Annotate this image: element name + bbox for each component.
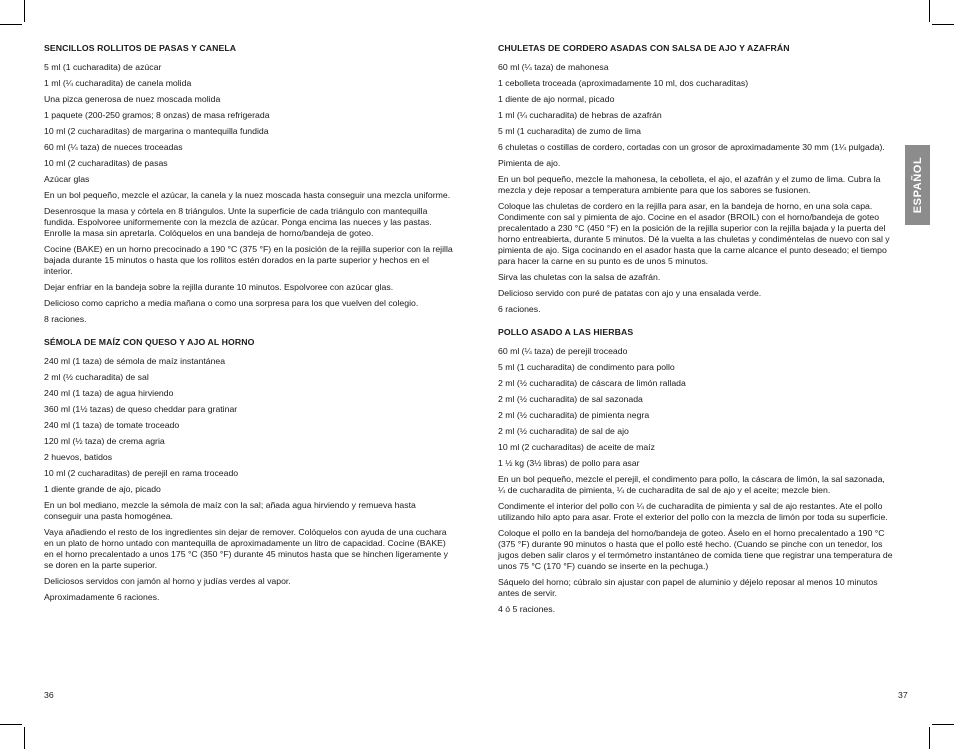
recipe-line: 5 ml (1 cucharadita) de zumo de lima (498, 126, 641, 136)
recipe-line: 6 raciones. (498, 304, 541, 314)
right-page-column (498, 43, 893, 627)
crop-mark (24, 727, 25, 749)
recipe-title: SÉMOLA DE MAÍZ CON QUESO Y AJO AL HORNO (44, 337, 255, 347)
left-page-column (44, 43, 454, 615)
crop-mark (932, 724, 954, 725)
recipe-title: CHULETAS DE CORDERO ASADAS CON SALSA DE AJO Y AZAFRÁN (498, 43, 790, 53)
recipe-line: Cocine (BAKE) en un horno precocinado a 190 °C (375 °F) en la posición de la rejilla superior con la rejilla bajada durante 15 minutos o hasta que los rollitos estén dorados en la parte superior y hechos en el interior. (44, 244, 453, 276)
recipe-line: Pimienta de ajo. (498, 158, 561, 168)
recipe-line: 1 ml (¼ cucharadita) de canela molida (44, 78, 192, 88)
recipe-block (44, 43, 454, 325)
recipe-line: Sáquelo del horno; cúbralo sin ajustar con papel de aluminio y déjelo reposar al menos 10 minutos antes de servir. (498, 577, 878, 598)
recipe-line: 2 ml (½ cucharadita) de sal sazonada (498, 394, 643, 404)
recipe-line: 1 diente de ajo normal, picado (498, 94, 615, 104)
recipe-line: 240 ml (1 taza) de sémola de maíz instantánea (44, 356, 226, 366)
page-number-right: 37 (898, 690, 908, 700)
recipe-line: 2 ml (½ cucharadita) de cáscara de limón rallada (498, 378, 686, 388)
recipe-line: 60 ml (¼ taza) de perejil troceado (498, 346, 628, 356)
recipe-line: En un bol pequeño, mezcle la mahonesa, la cebolleta, el ajo, el azafrán y el zumo de lima. Cubra la mezcla y deje reposar a temperatura ambiente para que los sabores se fusionen. (498, 174, 881, 195)
recipe-line: 8 raciones. (44, 314, 87, 324)
recipe-block (44, 337, 454, 603)
recipe-line: 1 diente grande de ajo, picado (44, 484, 161, 494)
recipe-line: Sirva las chuletas con la salsa de azafrán. (498, 272, 661, 282)
recipe-block (498, 327, 893, 615)
recipe-line: En un bol pequeño, mezcle el azúcar, la canela y la nuez moscada hasta conseguir una mezcla uniforme. (44, 190, 451, 200)
recipe-line: 4 ó 5 raciones. (498, 604, 555, 614)
recipe-line: 2 ml (½ cucharadita) de sal de ajo (498, 426, 629, 436)
recipe-line: Aproximadamente 6 raciones. (44, 592, 160, 602)
crop-mark (24, 0, 25, 22)
recipe-line: 2 ml (½ cucharadita) de pimienta negra (498, 410, 650, 420)
recipe-line: 10 ml (2 cucharaditas) de perejil en rama troceado (44, 468, 239, 478)
recipe-line: 10 ml (2 cucharaditas) de pasas (44, 158, 168, 168)
recipe-line: Delicioso como capricho a media mañana o como una sorpresa para los que vuelven del colegio. (44, 298, 419, 308)
recipe-line: 60 ml (¼ taza) de mahonesa (498, 62, 609, 72)
recipe-line: 240 ml (1 taza) de agua hirviendo (44, 388, 174, 398)
recipe-line: 1 ½ kg (3½ libras) de pollo para asar (498, 458, 640, 468)
recipe-line: 5 ml (1 cucharadita) de condimento para pollo (498, 362, 675, 372)
recipe-line: 360 ml (1½ tazas) de queso cheddar para gratinar (44, 404, 238, 414)
recipe-line: 6 chuletas o costillas de cordero, cortadas con un grosor de aproximadamente 30 mm (1¼ pulgada). (498, 142, 885, 152)
recipe-line: En un bol pequeño, mezcle el perejil, el condimento para pollo, la cáscara de limón, la sal sazonada, ¼ de cucharadita de pimienta, ¼ de cucharadita de sal de ajo y el aceite; mezcle bien. (498, 474, 885, 495)
recipe-block (498, 43, 893, 315)
crop-mark (929, 727, 930, 749)
language-tab (905, 145, 930, 225)
recipe-line: Dejar enfriar en la bandeja sobre la rejilla durante 10 minutos. Espolvoree con azúcar glas. (44, 282, 394, 292)
recipe-line: Condimente el interior del pollo con ¼ de cucharadita de pimienta y sal de ajo restantes. Ate el pollo utilizando hilo apto para asar. Frote el exterior del pollo con la mezcla de limón por toda su superficie. (498, 501, 888, 522)
recipe-line: Vaya añadiendo el resto de los ingredientes sin dejar de remover. Colóquelos con ayuda de una cuchara en un plato de horno untado con mantequilla de aproximadamente un litro de capacidad. Cocine (BAKE) en el horno precalentado a unos 175 °C (350 °F) durante 45 minutos hasta que se hinchen ligeramente y se doren en la parte superior. (44, 527, 448, 570)
recipe-line: 5 ml (1 cucharadita) de azúcar (44, 62, 162, 72)
recipe-line: 10 ml (2 cucharaditas) de aceite de maíz (498, 442, 655, 452)
crop-mark (0, 724, 22, 725)
recipe-line: 10 ml (2 cucharaditas) de margarina o mantequilla fundida (44, 126, 269, 136)
recipe-line: 1 cebolleta troceada (aproximadamente 10 ml, dos cucharaditas) (498, 78, 749, 88)
crop-mark (929, 0, 930, 22)
recipe-line: Coloque el pollo en la bandeja del horno/bandeja de goteo. Áselo en el horno precalentado a 190 °C (375 °F) durante 90 minutos o hasta que el pollo esté hecho. (Cuando se pinche con un tenedor, los jugos deben salir claros y el termómetro instantáneo de comida tiene que registrar una temperatura de unos 75 °C (170 °F) cuando se inserte en la pechuga.) (498, 528, 893, 571)
recipe-line: 1 ml (¼ cucharadita) de hebras de azafrán (498, 110, 662, 120)
recipe-line: En un bol mediano, mezcle la sémola de maíz con la sal; añada agua hirviendo y remueva hasta conseguir una pasta homogénea. (44, 500, 416, 521)
recipe-line: 2 ml (½ cucharadita) de sal (44, 372, 149, 382)
recipe-line: 2 huevos, batidos (44, 452, 113, 462)
recipe-line: Delicioso servido con puré de patatas con ajo y una ensalada verde. (498, 288, 762, 298)
recipe-line: Azúcar glas (44, 174, 90, 184)
recipe-line: 240 ml (1 taza) de tomate troceado (44, 420, 180, 430)
recipe-line: Deliciosos servidos con jamón al horno y judías verdes al vapor. (44, 576, 291, 586)
page-number-left: 36 (44, 690, 54, 700)
recipe-title: SENCILLOS ROLLITOS DE PASAS Y CANELA (44, 43, 237, 53)
recipe-line: 60 ml (¼ taza) de nueces troceadas (44, 142, 183, 152)
crop-mark (932, 24, 954, 25)
recipe-line: Coloque las chuletas de cordero en la rejilla para asar, en la bandeja de horno, en una sola capa. Condimente con sal y pimienta de ajo. Cocine en el asador (BROIL) con el horno/bandeja de goteo precalentado a 230 °C (450 °F) en la posición de la rejilla superior con la rejilla bajada y la puerta del horno entreabierta, durante 5 minutos. Dé la vuelta a las chuletas y condiméntelas de nuevo con sal y pimienta de ajo. Siga cocinando en el asador hasta que la carne alcance el punto deseado; el tiempo para hacer la carne en su punto es de unos 5 minutos. (498, 201, 890, 266)
crop-mark (0, 24, 22, 25)
recipe-line: 120 ml (½ taza) de crema agria (44, 436, 165, 446)
language-tab-label: ESPAÑOL (911, 156, 924, 214)
recipe-line: 1 paquete (200-250 gramos; 8 onzas) de masa refrigerada (44, 110, 270, 120)
recipe-line: Una pizca generosa de nuez moscada molida (44, 94, 221, 104)
recipe-title: POLLO ASADO A LAS HIERBAS (498, 327, 634, 337)
recipe-line: Desenrosque la masa y córtela en 8 triángulos. Unte la superficie de cada triángulo con mantequilla fundida. Espolvoree uniformemente con la mezcla de azúcar. Ponga encima las nueces y las pastas. Enrolle la masa sin apretarla. Colóquelos en una bandeja de horno/bandeja de goteo. (44, 206, 432, 238)
